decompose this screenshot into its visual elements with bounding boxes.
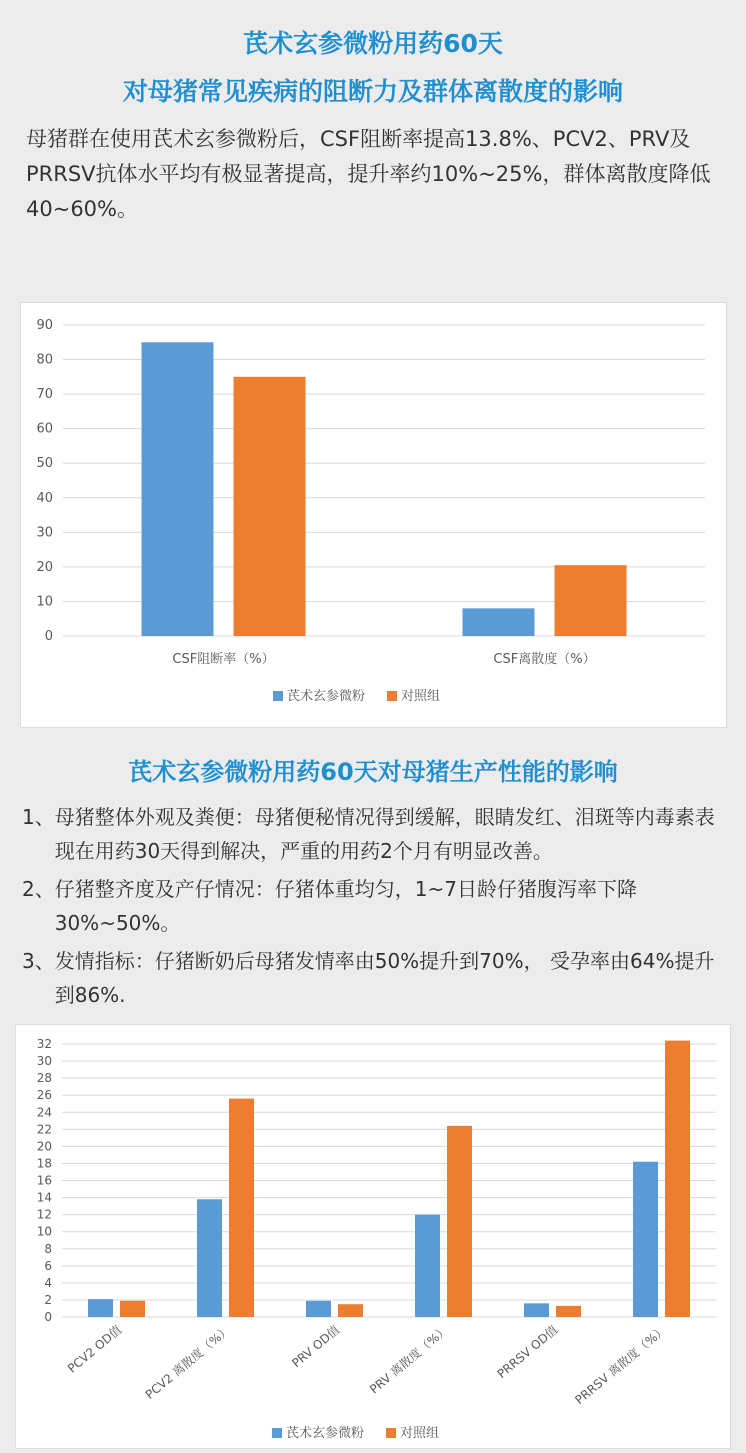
list-item xyxy=(22,800,734,868)
bar xyxy=(633,1162,658,1317)
x-tick-label: PRRSV 离散度（%） xyxy=(572,1322,670,1408)
y-tick-label: 4 xyxy=(44,1275,52,1290)
bar xyxy=(415,1215,440,1317)
list-item-number: 3、 xyxy=(22,949,55,973)
list-item-text: 仔猪整齐度及产仔情况：仔猪体重均匀，1~7日龄仔猪腹泻率下降30%~50%。 xyxy=(54,877,637,935)
y-tick-label: 12 xyxy=(36,1207,52,1222)
list-item xyxy=(22,944,734,1012)
y-tick-label: 0 xyxy=(44,1310,52,1324)
x-tick-label: PRRSV OD值 xyxy=(494,1322,561,1382)
bar xyxy=(234,377,306,636)
y-tick-label: 24 xyxy=(36,1105,52,1120)
bar xyxy=(88,1299,113,1317)
y-tick-label: 80 xyxy=(36,352,53,368)
y-tick-label: 0 xyxy=(44,629,53,644)
y-tick-label: 20 xyxy=(36,1139,52,1154)
y-tick-label: 16 xyxy=(36,1173,52,1188)
legend-label: 对照组 xyxy=(400,1426,440,1441)
x-tick-label: CSF阻断率（%） xyxy=(172,652,275,667)
bar xyxy=(197,1199,222,1317)
bar xyxy=(463,608,535,636)
legend-label: 芪术玄参微粉 xyxy=(286,1426,365,1441)
y-tick-label: 10 xyxy=(36,1224,52,1239)
legend-label: 芪术玄参微粉 xyxy=(287,689,366,704)
intro-paragraph: 母猪群在使用芪术玄参微粉后，CSF阻断率提高13.8%、PCV2、PRV及PRRSV抗体水平均有极显著提高，提升率约10%~25%，群体离散度降低40~60%。 xyxy=(26,127,711,221)
csf-bar-chart xyxy=(21,303,726,727)
y-tick-label: 32 xyxy=(36,1037,52,1051)
bar xyxy=(338,1304,363,1317)
y-tick-label: 2 xyxy=(44,1292,52,1307)
legend-swatch xyxy=(272,1428,282,1438)
bar xyxy=(142,342,214,636)
bar xyxy=(555,565,627,636)
y-tick-label: 30 xyxy=(36,525,53,541)
legend-swatch xyxy=(386,1428,396,1438)
y-tick-label: 22 xyxy=(36,1122,52,1137)
bar xyxy=(665,1041,690,1317)
x-tick-label: PCV2 OD值 xyxy=(64,1322,125,1376)
legend-swatch xyxy=(387,691,397,701)
legend-swatch xyxy=(273,691,283,701)
y-tick-label: 10 xyxy=(36,594,53,610)
y-tick-label: 50 xyxy=(36,456,53,472)
y-tick-label: 70 xyxy=(36,387,53,403)
y-tick-label: 8 xyxy=(44,1241,52,1256)
y-tick-label: 30 xyxy=(36,1054,52,1069)
section2-title: 芪术玄参微粉用药60天对母猪生产性能的影响 xyxy=(128,758,618,786)
y-tick-label: 14 xyxy=(36,1190,52,1205)
list-item-number: 1、 xyxy=(22,805,55,829)
bar xyxy=(524,1303,549,1317)
list-item-text: 发情指标：仔猪断奶后母猪发情率由50%提升到70%， 受孕率由64%提升到86%. xyxy=(54,949,715,1007)
list-item-text: 母猪整体外观及粪便：母猪便秘情况得到缓解，眼睛发红、泪斑等内毒素表现在用药30天得到解决，严重的用药2个月有明显改善。 xyxy=(54,805,715,863)
bar xyxy=(120,1301,145,1317)
bar xyxy=(447,1126,472,1317)
page-subtitle: 对母猪常见疾病的阻断力及群体离散度的影响 xyxy=(122,77,623,106)
x-tick-label: PRV OD值 xyxy=(289,1322,343,1371)
y-tick-label: 26 xyxy=(36,1088,52,1103)
bar xyxy=(556,1306,581,1317)
antibody-bar-chart xyxy=(16,1025,730,1448)
x-tick-label: CSF离散度（%） xyxy=(493,652,596,667)
legend-label: 对照组 xyxy=(401,689,441,704)
chart2-panel xyxy=(15,1024,731,1449)
y-tick-label: 60 xyxy=(36,421,53,437)
list-item-number: 2、 xyxy=(22,877,55,901)
y-tick-label: 18 xyxy=(36,1156,52,1171)
x-tick-label: PCV2 离散度（%） xyxy=(142,1322,234,1402)
performance-list xyxy=(22,800,734,1012)
chart1-panel xyxy=(20,302,727,728)
bar xyxy=(229,1099,254,1317)
y-tick-label: 40 xyxy=(36,490,53,506)
page-title: 芪术玄参微粉用药60天 xyxy=(243,29,503,58)
x-tick-label: PRV 离散度（%） xyxy=(367,1322,452,1397)
y-tick-label: 28 xyxy=(36,1071,52,1086)
y-tick-label: 6 xyxy=(44,1258,52,1273)
y-tick-label: 20 xyxy=(36,559,53,575)
list-item xyxy=(22,872,734,940)
y-tick-label: 90 xyxy=(36,318,53,333)
bar xyxy=(306,1301,331,1317)
